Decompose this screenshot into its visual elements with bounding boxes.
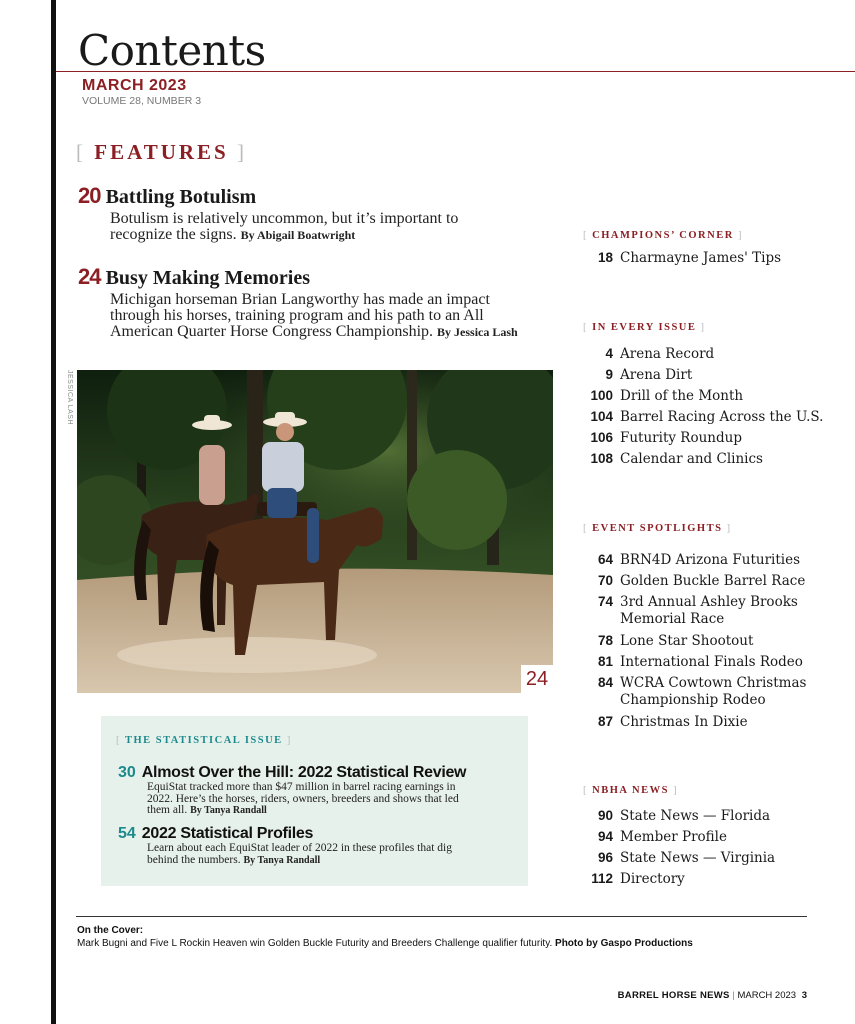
magazine-name: BARREL HORSE NEWS	[617, 990, 730, 1001]
list-item[interactable]: 106 Futurity Roundup	[590, 430, 742, 446]
riders-on-horseback-illustration	[77, 370, 553, 693]
page-number: 3	[801, 990, 807, 1001]
list-item[interactable]: 108 Calendar and Clinics	[590, 451, 763, 467]
feature-byline: By Abigail Boatwright	[240, 228, 356, 242]
feature-item-memories[interactable]	[78, 264, 518, 340]
page-title: Contents	[78, 26, 266, 75]
list-item[interactable]: 84 WCRA Cowtown Christmas Championship Rodeo	[597, 675, 807, 708]
volume-number: VOLUME 28, NUMBER 3	[82, 95, 202, 107]
feature-description: Michigan horseman Brian Langworthy has made an impact through his horses, training program and his path to an All American Quarter Horse Congress Championship. By Jessica Lash	[110, 291, 518, 340]
stat-description: Learn about each EquiStat leader of 2022 in these profiles that dig behind the numbers. By Tanya Randall	[147, 842, 452, 866]
list-item[interactable]: 100 Drill of the Month	[590, 388, 744, 404]
nbha-news-list	[585, 808, 825, 892]
stat-title[interactable]: Almost Over the Hill: 2022 Statistical Review	[141, 764, 467, 781]
in-every-issue-list	[585, 346, 825, 472]
nbha-news-heading: [ NBHA NEWS ]	[583, 785, 679, 796]
feature-title[interactable]: Busy Making Memories	[105, 267, 311, 289]
stat-page-number: 54	[118, 825, 136, 842]
feature-page-number: 20	[78, 183, 101, 208]
list-item[interactable]: 70 Golden Buckle Barrel Race	[597, 573, 806, 589]
list-item[interactable]: 112 Directory	[591, 871, 685, 887]
champions-corner-heading: [ CHAMPIONS’ CORNER ]	[583, 230, 743, 241]
feature-description: Botulism is relatively uncommon, but it’s important to recognize the signs. By Abigail Boatwright	[110, 210, 459, 243]
feature-title[interactable]: Battling Botulism	[105, 186, 257, 208]
list-item[interactable]: 4 Arena Record	[605, 346, 715, 362]
list-item[interactable]: 104 Barrel Racing Across the U.S.	[590, 409, 824, 425]
stat-page-number: 30	[118, 764, 136, 781]
in-every-issue-heading: [ IN EVERY ISSUE ]	[583, 322, 706, 333]
photo-page-reference[interactable]: 24	[521, 665, 553, 693]
list-item[interactable]: 9 Arena Dirt	[605, 367, 693, 383]
event-spotlights-heading: [ EVENT SPOTLIGHTS ]	[583, 523, 732, 534]
list-item[interactable]: 64 BRN4D Arizona Futurities	[597, 552, 801, 568]
stat-item-profiles[interactable]	[118, 823, 452, 866]
list-item[interactable]: 18 Charmayne James' Tips	[597, 250, 782, 266]
stat-description: EquiStat tracked more than $47 million in barrel racing earnings in 2022. Here’s the horses, riders, owners, breeders and shows that led them all. By Tanya Randall	[147, 781, 459, 816]
issue-date: MARCH 2023	[82, 77, 187, 94]
statistical-issue-heading: [ THE STATISTICAL ISSUE ]	[116, 735, 292, 746]
list-item[interactable]: 96 State News — Virginia	[597, 850, 776, 866]
stat-title[interactable]: 2022 Statistical Profiles	[141, 825, 314, 842]
list-item[interactable]: 81 International Finals Rodeo	[597, 654, 803, 670]
photo-credit: JESSICA LASH	[66, 370, 73, 426]
folio-date: MARCH 2023	[737, 990, 797, 1001]
list-item[interactable]: 90 State News — Florida	[597, 808, 771, 824]
cover-description: Mark Bugni and Five L Rockin Heaven win Golden Buckle Futurity and Breeders Challenge qualifier futurity. Photo by Gaspo Productions	[77, 938, 693, 949]
list-item[interactable]: 87 Christmas In Dixie	[597, 714, 748, 730]
features-heading: [ FEATURES ]	[76, 140, 247, 164]
feature-photo-riders[interactable]	[77, 370, 553, 693]
stat-byline: By Tanya Randall	[190, 805, 267, 816]
feature-page-number: 24	[78, 264, 101, 289]
page-spine-bar	[51, 0, 56, 1024]
feature-item-botulism[interactable]	[78, 183, 458, 243]
cover-photo-credit: Photo by Gaspo Productions	[555, 938, 693, 949]
feature-byline: By Jessica Lash	[437, 325, 518, 339]
stat-byline: By Tanya Randall	[243, 854, 321, 866]
footer-rule	[76, 916, 807, 917]
champions-corner-list	[585, 250, 825, 271]
list-item[interactable]: 78 Lone Star Shootout	[597, 633, 754, 649]
list-item[interactable]: 74 3rd Annual Ashley Brooks Memorial Race	[597, 594, 798, 627]
list-item[interactable]: 94 Member Profile	[597, 829, 727, 845]
page-folio: BARREL HORSE NEWS | MARCH 2023 3	[617, 990, 807, 1001]
stat-item-review[interactable]	[118, 762, 466, 817]
cover-label: On the Cover:	[77, 925, 144, 936]
event-spotlights-list	[585, 552, 825, 735]
